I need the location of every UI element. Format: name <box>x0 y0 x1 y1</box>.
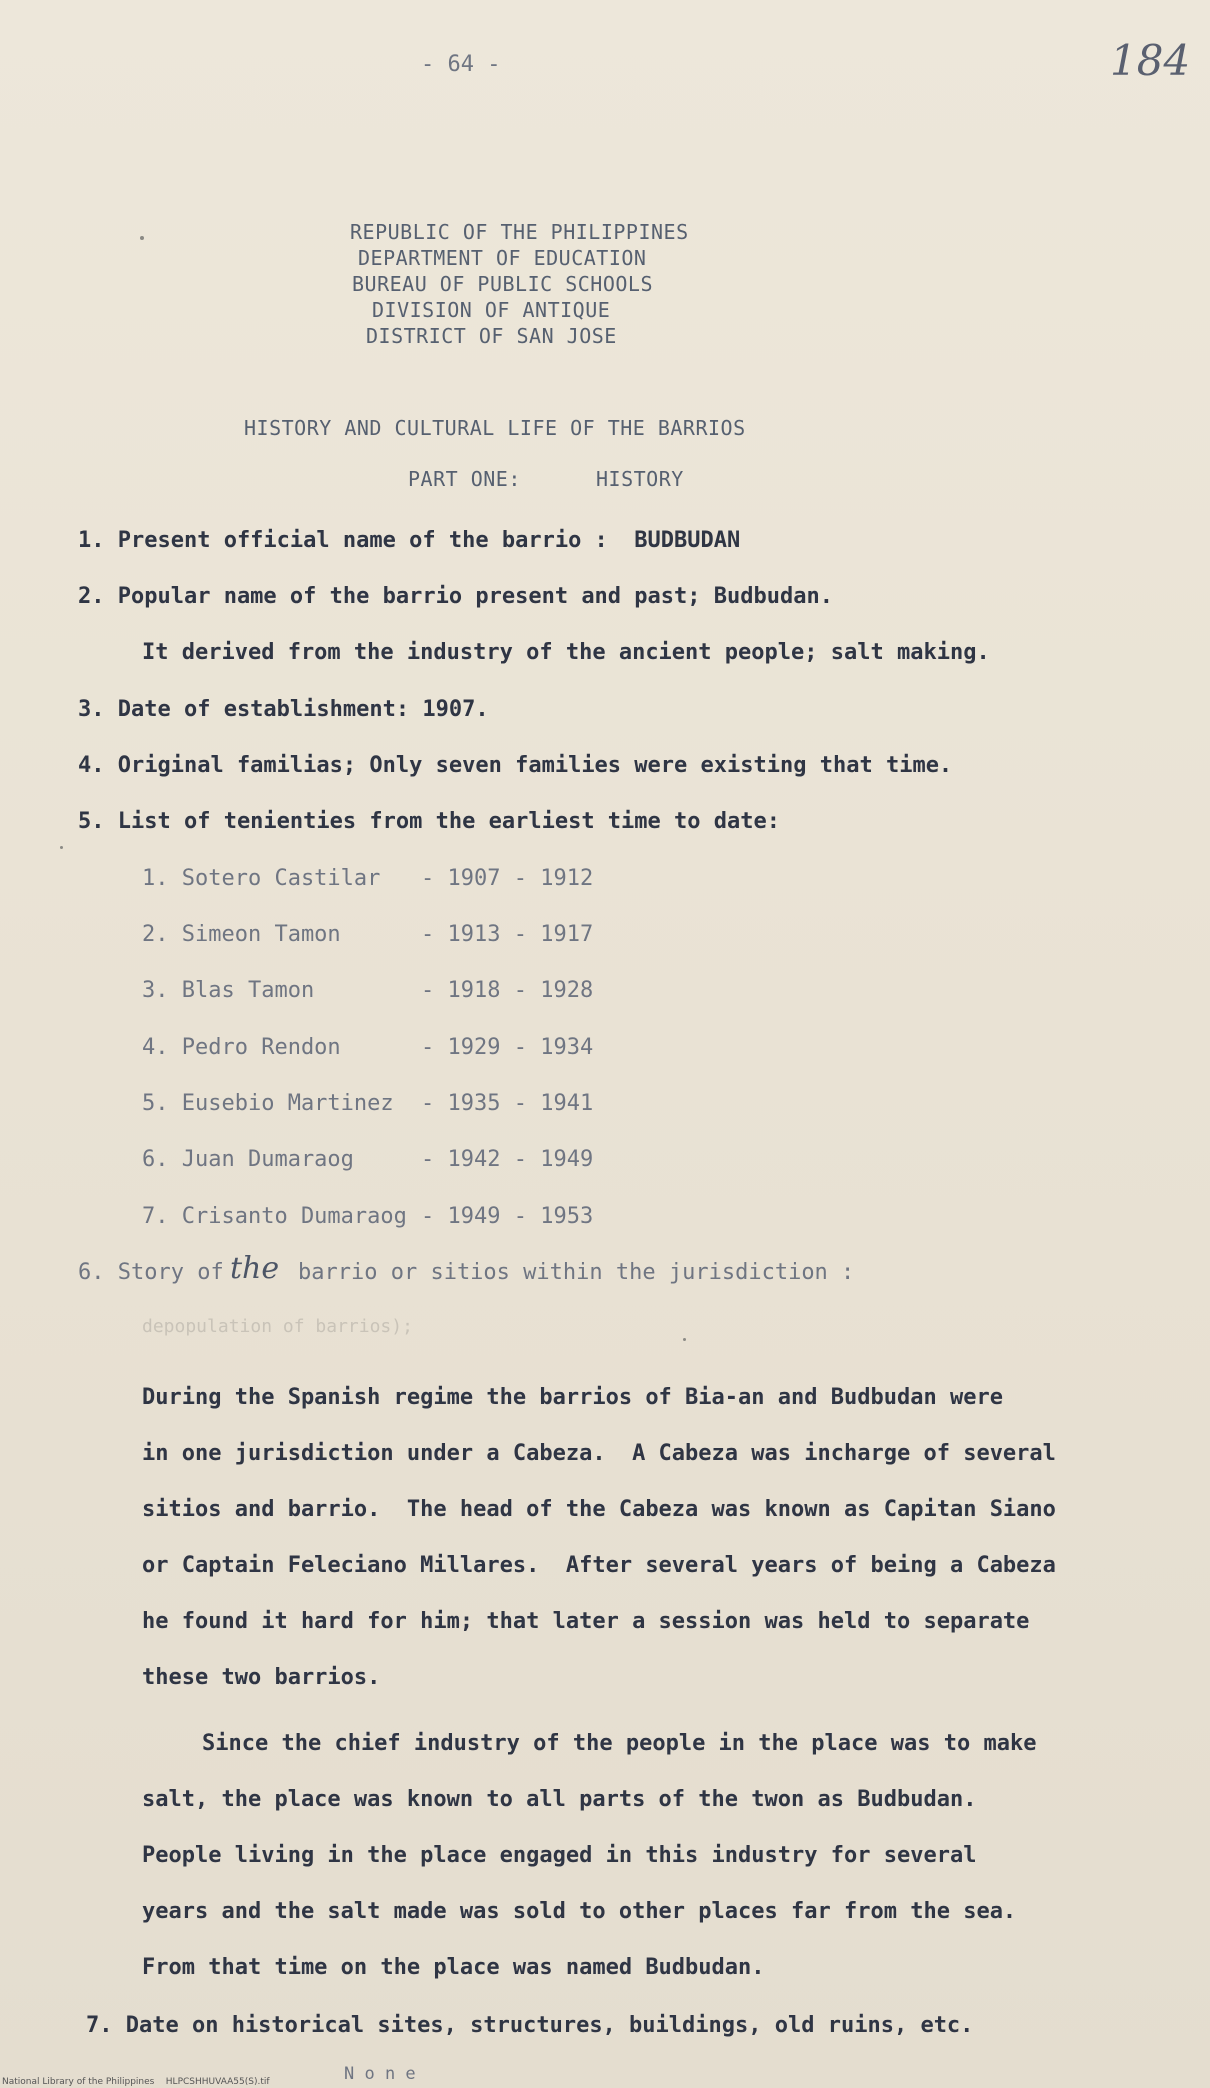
item-6-handwritten-word: the <box>230 1251 280 1286</box>
paper-speck <box>140 236 144 240</box>
item-1-official-name: 1. Present official name of the barrio : BUDBUDAN <box>78 528 741 553</box>
teniente-term: - 1942 - 1949 <box>421 1147 594 1172</box>
teniente-name: 1. Sotero Castilar <box>142 866 381 891</box>
story-line: salt, the place was known to all parts of the twon as Budbudan. <box>142 1787 977 1812</box>
story-line: in one jurisdiction under a Cabeza. A Cabeza was incharge of several <box>142 1441 1056 1466</box>
item-5-tenientes-heading: 5. List of tenienties from the earliest time to date: <box>78 809 780 834</box>
header-district: DISTRICT OF SAN JOSE <box>366 324 617 348</box>
story-line: sitios and barrio. The head of the Cabeza was known as Capitan Siano <box>142 1497 1056 1522</box>
item-7-historical-sites: 7. Date on historical sites, structures, buildings, old ruins, etc. <box>86 2013 974 2038</box>
story-line: Since the chief industry of the people in the place was to make <box>202 1731 1037 1756</box>
item-4-original-families: 4. Original familias; Only seven families were existing that time. <box>78 753 953 778</box>
teniente-term: - 1907 - 1912 <box>421 866 594 891</box>
story-line: these two barrios. <box>142 1665 381 1690</box>
teniente-name: 7. Crisanto Dumaraog <box>142 1204 407 1229</box>
header-department: DEPARTMENT OF EDUCATION <box>358 246 647 270</box>
paper-speck <box>60 846 63 849</box>
story-line: he found it hard for him; that later a session was held to separate <box>142 1609 1030 1634</box>
item-6-suffix: barrio or sitios within the jurisdiction : <box>298 1260 855 1285</box>
teniente-name: 2. Simeon Tamon <box>142 922 341 947</box>
header-republic: REPUBLIC OF THE PHILIPPINES <box>350 220 689 244</box>
header-bureau: BUREAU OF PUBLIC SCHOOLS <box>352 272 653 296</box>
teniente-name: 4. Pedro Rendon <box>142 1035 341 1060</box>
part-name: HISTORY <box>596 467 684 491</box>
teniente-term: - 1918 - 1928 <box>421 978 594 1003</box>
paper-speck <box>683 1338 686 1341</box>
item-6-faded-line: depopulation of barrios); <box>142 1316 413 1337</box>
teniente-name: 6. Juan Dumaraog <box>142 1147 354 1172</box>
story-line: From that time on the place was named Budbudan. <box>142 1955 765 1980</box>
scan-footer: National Library of the Philippines HLPCSHHUVAA55(S).tif <box>2 2077 270 2087</box>
page-number: - 64 - <box>421 52 501 77</box>
item-2-popular-name: 2. Popular name of the barrio present and past; Budbudan. <box>78 584 833 609</box>
item-7-answer: N o n e <box>344 2064 416 2084</box>
part-label: PART ONE: <box>408 467 521 491</box>
document-title: HISTORY AND CULTURAL LIFE OF THE BARRIOS <box>244 416 746 440</box>
teniente-term: - 1913 - 1917 <box>421 922 594 947</box>
teniente-name: 5. Eusebio Martinez <box>142 1091 394 1116</box>
teniente-term: - 1935 - 1941 <box>421 1091 594 1116</box>
teniente-term: - 1929 - 1934 <box>421 1035 594 1060</box>
story-line: years and the salt made was sold to other places far from the sea. <box>142 1899 1017 1924</box>
item-2-note: It derived from the industry of the ancient people; salt making. <box>142 640 990 665</box>
item-3-date-established: 3. Date of establishment: 1907. <box>78 697 489 722</box>
teniente-name: 3. Blas Tamon <box>142 978 315 1003</box>
item-6-prefix: 6. Story of <box>78 1260 224 1285</box>
story-line: People living in the place engaged in this industry for several <box>142 1843 977 1868</box>
teniente-term: - 1949 - 1953 <box>421 1204 594 1229</box>
story-line: During the Spanish regime the barrios of Bia-an and Budbudan were <box>142 1385 1003 1410</box>
header-division: DIVISION OF ANTIQUE <box>372 298 611 322</box>
stamp-number: 184 <box>1110 36 1191 85</box>
story-line: or Captain Feleciano Millares. After several years of being a Cabeza <box>142 1553 1056 1578</box>
